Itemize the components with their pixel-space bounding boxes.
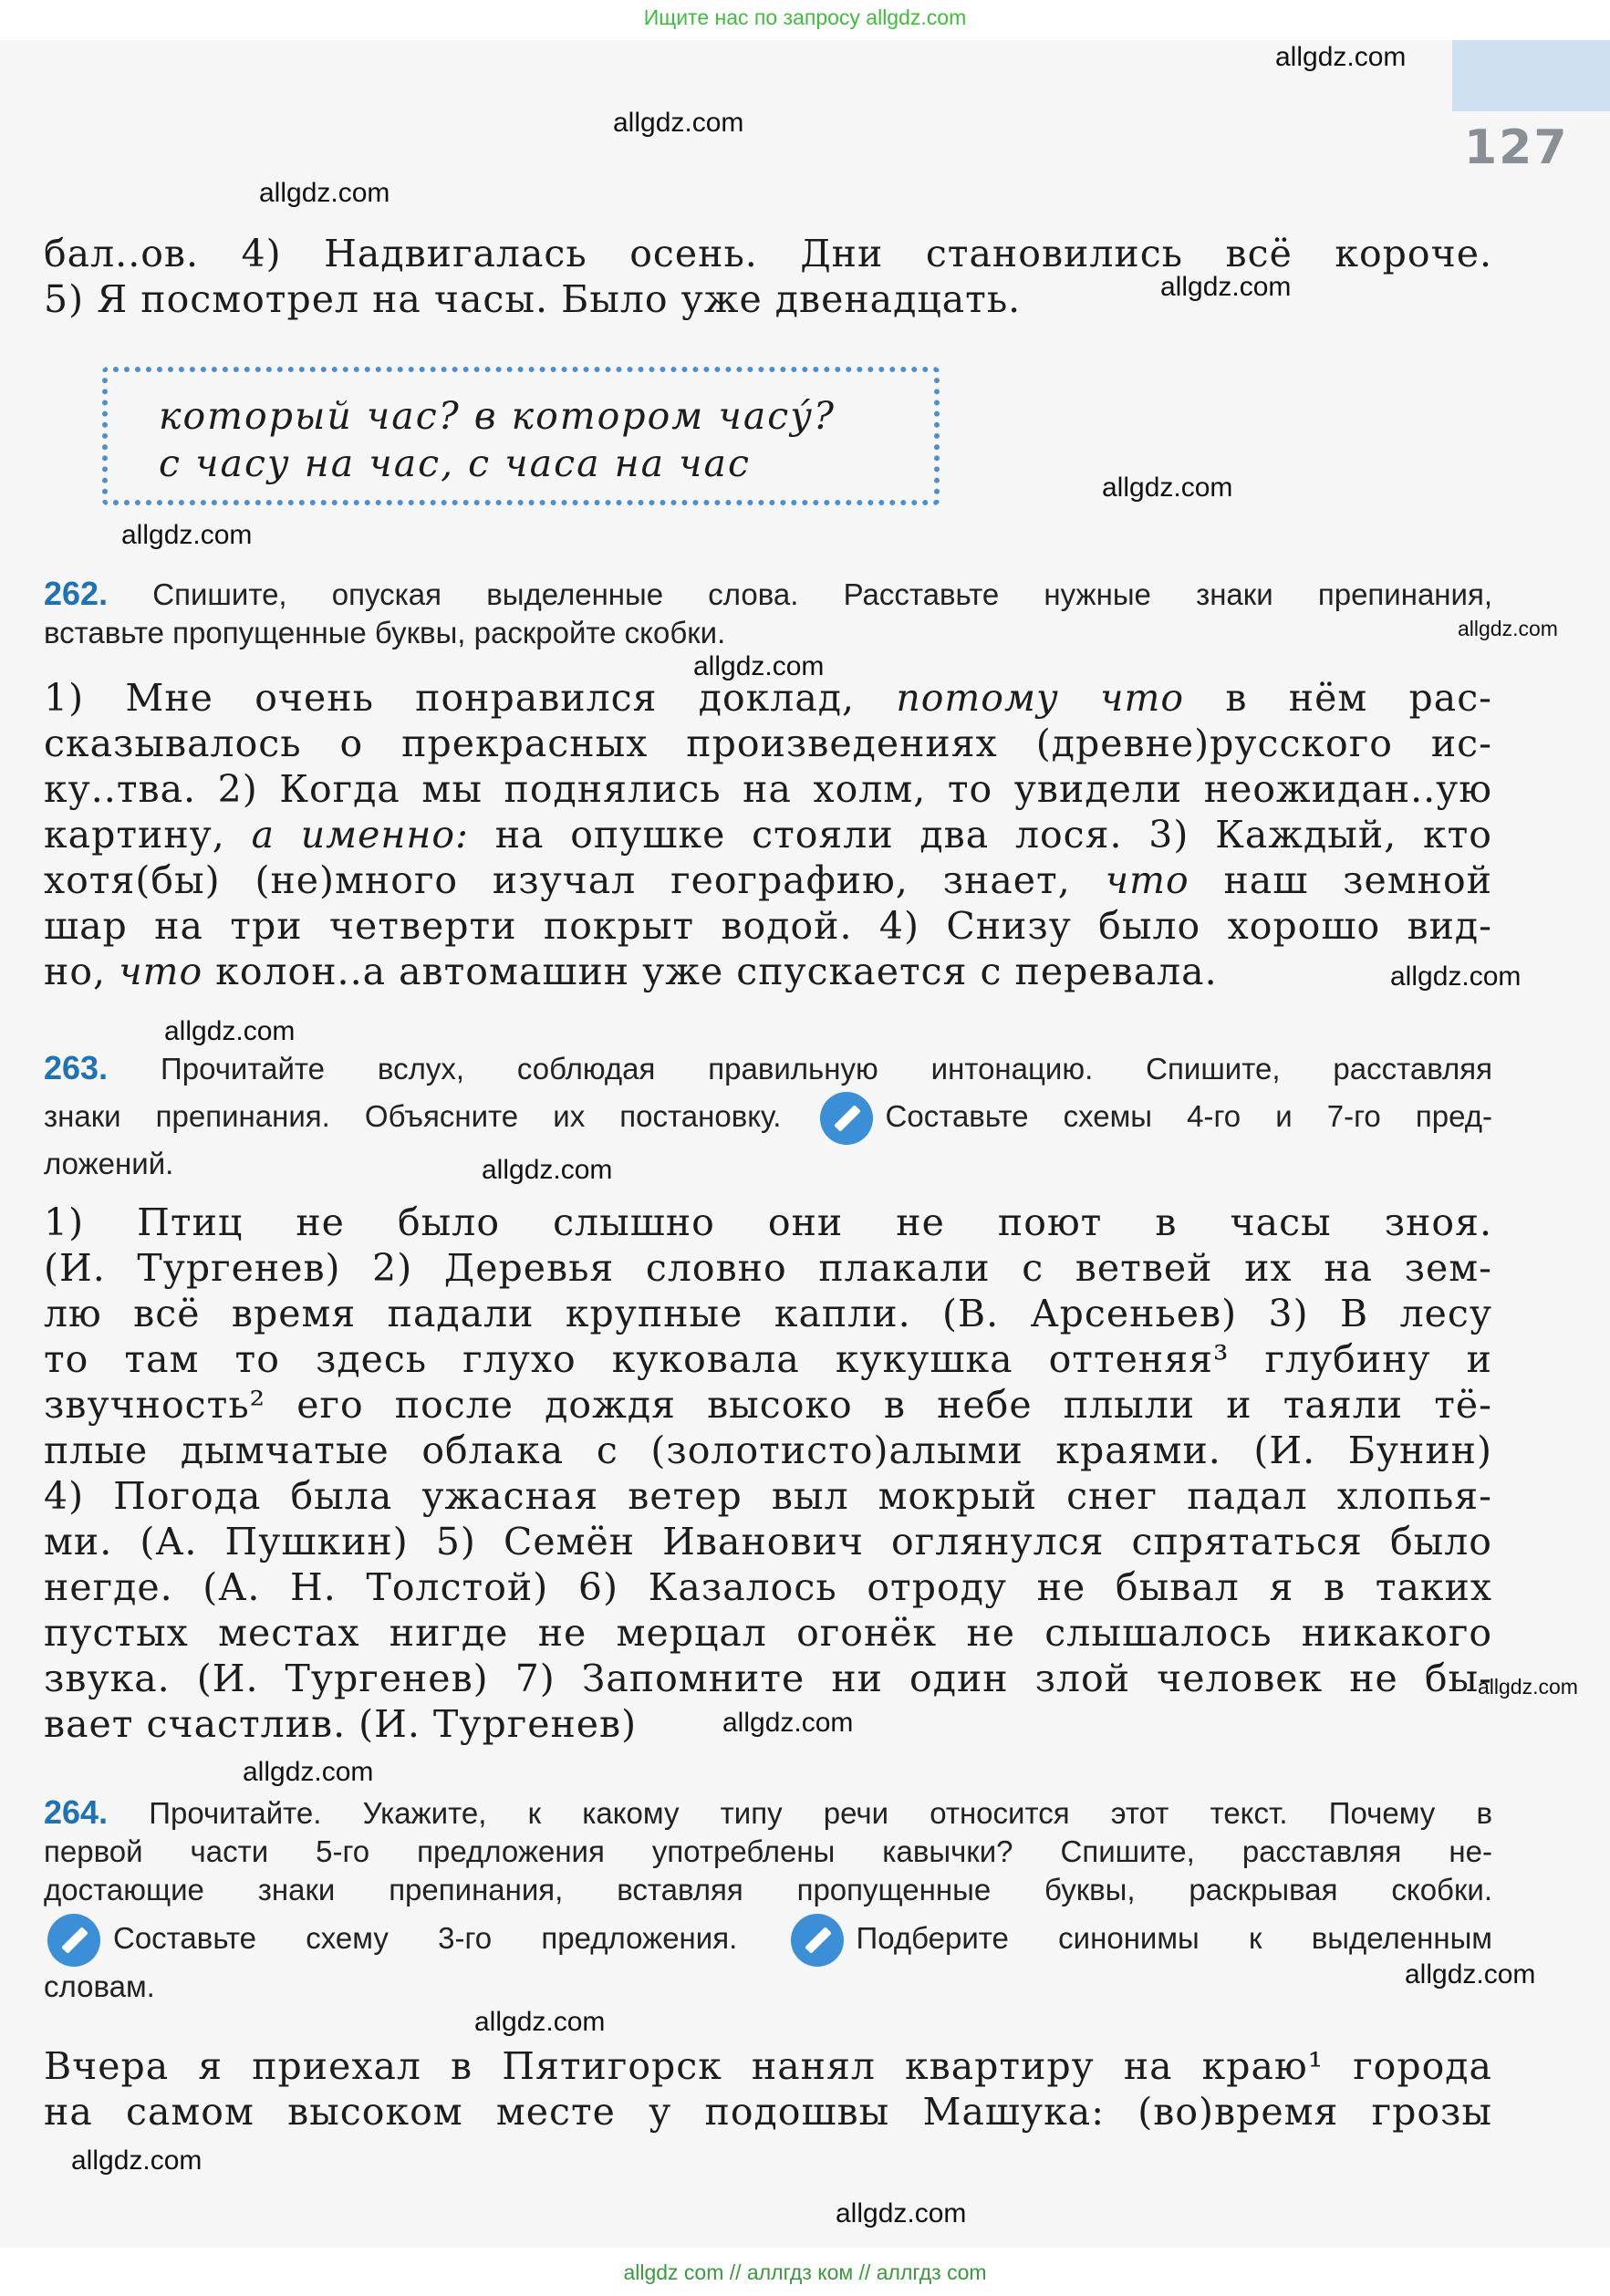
pencil-icon xyxy=(47,1914,100,1967)
text-line: звучность² его после дождя высоко в небе плыли и таяли тё- xyxy=(44,1383,1492,1427)
watermark: allgdz.com xyxy=(243,1757,374,1787)
text-line: Вчера я приехал в Пятигорск нанял квартиру на краю¹ города xyxy=(44,2044,1492,2088)
exercise-262-text xyxy=(44,675,1492,994)
watermark: allgdz.com xyxy=(836,2198,967,2228)
watermark: allgdz.com xyxy=(259,178,390,208)
watermark: allgdz.com xyxy=(722,1708,854,1738)
text-line xyxy=(44,857,1492,903)
text-line: бал..ов. 4) Надвигалась осень. Дни становились всё короче. xyxy=(44,232,1492,275)
watermark: allgdz.com xyxy=(1390,961,1522,992)
text-line: плые дымчатые облака с (золотисто)алыми краями. (И. Бунин) xyxy=(44,1429,1492,1472)
text-line: пустых местах нигде не мерцал огонёк не слышалось никакого xyxy=(44,1611,1492,1655)
highlighted-word: что xyxy=(1105,858,1189,902)
text-line: на самом высоком месте у подошвы Машука: (во)время грозы xyxy=(44,2090,1492,2134)
pencil-icon xyxy=(791,1914,844,1967)
exercise-264-instruction xyxy=(44,1793,1492,2006)
text-line: вает счастлив. (И. Тургенев) xyxy=(44,1702,638,1746)
text-line: 4) Погода была ужасная ветер выл мокрый снег падал хлопья- xyxy=(44,1474,1492,1518)
watermark: allgdz.com xyxy=(1160,272,1292,302)
watermark: allgdz.com xyxy=(71,2145,203,2176)
watermark: allgdz.com xyxy=(1405,1959,1536,1990)
text-fragment: но, xyxy=(44,950,119,993)
page-corner-tab xyxy=(1452,40,1610,111)
watermark: allgdz.com xyxy=(121,520,253,550)
text-line: лю всё время падали крупные капли. (В. Арсеньев) 3) В лесу xyxy=(44,1292,1492,1335)
text-line xyxy=(44,903,1492,949)
text-line xyxy=(44,949,1492,994)
text-line: то там то здесь глухо куковала кукушка оттеняя³ глубину и xyxy=(44,1337,1492,1381)
rule-box xyxy=(102,367,940,505)
text-line: (И. Тургенев) 2) Деревья словно плакали с ветвей их на зем- xyxy=(44,1246,1492,1290)
exercise-262-instruction xyxy=(44,575,1492,652)
text-line: негде. (А. Н. Толстой) 6) Казалось отроду не бывал я в таких xyxy=(44,1565,1492,1609)
highlighted-word: потому что xyxy=(896,676,1185,720)
highlighted-word: а именно: xyxy=(251,813,469,857)
watermark: allgdz.com xyxy=(1458,617,1558,640)
text-line: звука. (И. Тургенев) 7) Запомните ни один злой человек не бы- xyxy=(44,1657,1492,1700)
watermark: allgdz.com xyxy=(482,1155,613,1185)
page-number: 127 xyxy=(1464,120,1569,175)
text-line: ми. (А. Пушкин) 5) Семён Иванович оглянулся спрятаться было xyxy=(44,1520,1492,1564)
bottom-banner[interactable]: allgdz com // аллгдз ком // аллгдз com xyxy=(623,2260,987,2284)
instruction-text: вставьте пропущенные буквы, раскройте скобки. xyxy=(44,616,726,649)
text-fragment: 1) Мне очень понравился доклад, xyxy=(44,676,897,720)
exercise-number: 263. xyxy=(44,1049,109,1086)
watermark: allgdz.com xyxy=(1478,1675,1578,1699)
instruction-text: ложений. xyxy=(44,1147,174,1181)
text-fragment: наш земной xyxy=(1189,858,1492,902)
top-banner[interactable]: Ищите нас по запросу allgdz.com xyxy=(643,5,967,29)
instruction-text: знаки препинания. Объясните их постановку. xyxy=(44,1099,782,1133)
watermark: allgdz.com xyxy=(164,1016,296,1046)
instruction-text: Прочитайте. Укажите, к какому типу речи относится этот текст. Почему в xyxy=(149,1796,1492,1830)
instruction-text: первой части 5-го предложения употреблены кавычки? Спишите, расставляя не- xyxy=(44,1834,1492,1868)
pencil-icon xyxy=(820,1092,873,1145)
text-fragment: на опушке стояли два лося. 3) Каждый, кто xyxy=(468,813,1492,857)
text-fragment: картину, xyxy=(44,813,252,857)
text-line xyxy=(44,812,1492,857)
rule-line: с часу на час, с часа на час xyxy=(159,442,751,485)
text-fragment: в нём рас- xyxy=(1184,676,1493,720)
exercise-number: 264. xyxy=(44,1793,109,1831)
rule-line: который час? в котором часу́? xyxy=(159,394,836,438)
watermark: allgdz.com xyxy=(1102,473,1233,503)
text-line xyxy=(44,675,1492,721)
watermark: allgdz.com xyxy=(693,651,825,681)
instruction-text: Составьте схему 3-го предложения. xyxy=(113,1921,738,1955)
intro-text xyxy=(44,231,1492,322)
instruction-text: словам. xyxy=(44,1969,155,2003)
instruction-text: Прочитайте вслух, соблюдая правильную интонацию. Спишите, расставляя xyxy=(161,1052,1492,1086)
text-line xyxy=(44,766,1492,812)
watermark: allgdz.com xyxy=(613,108,744,138)
text-fragment: шар на три четверти покрыт водой. 4) Снизу было хорошо вид- xyxy=(44,904,1492,948)
instruction-text: Составьте схемы 4-го и 7-го пред- xyxy=(885,1099,1492,1133)
exercise-263-text xyxy=(44,1200,1492,1747)
text-fragment: ку..тва. 2) Когда мы поднялись на холм, то увидели неожидан..ую xyxy=(44,767,1492,811)
text-line: 1) Птиц не было слышно они не поют в часы зноя. xyxy=(44,1200,1492,1244)
text-line xyxy=(44,721,1492,766)
text-fragment: хотя(бы) (не)много изучал географию, знает, xyxy=(44,858,1106,902)
text-fragment: колон..а автомашин уже спускается с перевала. xyxy=(203,950,1218,993)
text-line: 5) Я посмотрел на часы. Было уже двенадцать. xyxy=(44,277,1022,321)
instruction-text: Спишите, опуская выделенные слова. Расставьте нужные знаки препинания, xyxy=(152,577,1492,611)
highlighted-word: что xyxy=(119,950,203,993)
instruction-text: Подберите синонимы к выделенным xyxy=(856,1921,1492,1955)
watermark: allgdz.com xyxy=(474,2007,606,2037)
exercise-number: 262. xyxy=(44,575,109,612)
watermark: allgdz.com xyxy=(1275,42,1407,72)
exercise-264-text xyxy=(44,2043,1492,2135)
text-fragment: сказывалось о прекрасных произведениях (древне)русского ис- xyxy=(44,722,1492,765)
instruction-text: достающие знаки препинания, вставляя пропущенные буквы, раскрывая скобки. xyxy=(44,1873,1492,1906)
exercise-263-instruction xyxy=(44,1049,1492,1183)
